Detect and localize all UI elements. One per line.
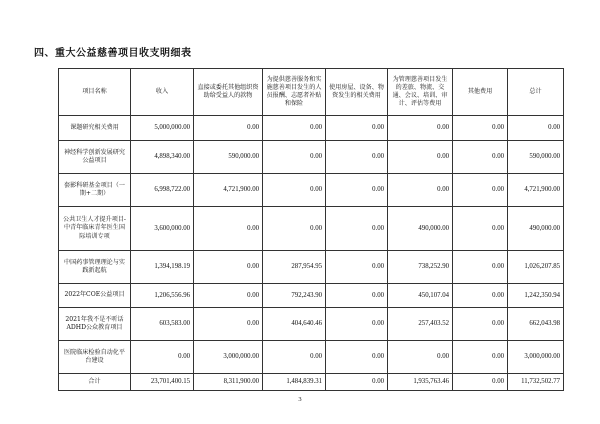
other-costs-total-cell: 0.00 [453, 374, 508, 391]
personnel-costs-cell: 0.00 [263, 174, 326, 207]
total-cell: 1,026,207.85 [508, 251, 564, 284]
direct-grants-cell: 4,721,900.00 [194, 174, 263, 207]
grand-total-cell: 11,732,502.77 [508, 374, 564, 391]
total-cell: 662,043.98 [508, 308, 564, 341]
personnel-costs-total-cell: 1,484,839.31 [263, 374, 326, 391]
project-name-cell: 2022年COE公益项目 [59, 284, 131, 308]
table-row [59, 116, 564, 141]
direct-grants-cell: 0.00 [194, 116, 263, 141]
total-cell: 4,721,900.00 [508, 174, 564, 207]
expense-detail-table [58, 68, 564, 391]
personnel-costs-cell: 792,243.90 [263, 284, 326, 308]
direct-grants-total-cell: 8,311,900.00 [194, 374, 263, 391]
other-costs-cell: 0.00 [453, 284, 508, 308]
total-cell: 1,242,350.94 [508, 284, 564, 308]
personnel-costs-cell: 404,640.46 [263, 308, 326, 341]
table-row [59, 141, 564, 174]
page-title: 四、重大公益慈善项目收支明细表 [34, 48, 192, 59]
management-costs-cell: 257,403.52 [388, 308, 453, 341]
facility-costs-cell: 0.00 [326, 116, 388, 141]
col-header-other-costs: 其他费用 [453, 69, 508, 116]
facility-costs-cell: 0.00 [326, 207, 388, 251]
total-cell: 3,000,000.00 [508, 341, 564, 374]
other-costs-cell: 0.00 [453, 308, 508, 341]
col-header-project-name: 项目名称 [59, 69, 131, 116]
income-cell: 0.00 [131, 341, 194, 374]
table-row [59, 207, 564, 251]
project-name-cell: 医院临床检验自动化平台建设 [59, 341, 131, 374]
col-header-income: 收入 [131, 69, 194, 116]
table-row [59, 341, 564, 374]
income-cell: 6,998,722.00 [131, 174, 194, 207]
total-cell: 590,000.00 [508, 141, 564, 174]
table-row [59, 308, 564, 341]
page-number: 3 [298, 396, 302, 403]
other-costs-cell: 0.00 [453, 341, 508, 374]
total-cell: 490,000.00 [508, 207, 564, 251]
income-cell: 603,583.00 [131, 308, 194, 341]
project-name-cell: 神经科学创新发展研究公益项目 [59, 141, 131, 174]
direct-grants-cell: 0.00 [194, 284, 263, 308]
management-costs-cell: 0.00 [388, 174, 453, 207]
management-costs-cell: 0.00 [388, 141, 453, 174]
col-header-management-costs: 为管理慈善项目发生的差旅、物流、交通、会议、培训、审计、评估等费用 [388, 69, 453, 116]
col-header-facility-costs: 使用房屋、设备、物资发生的相关费用 [326, 69, 388, 116]
project-name-cell: 课题研究相关费用 [59, 116, 131, 141]
direct-grants-cell: 0.00 [194, 207, 263, 251]
other-costs-cell: 0.00 [453, 207, 508, 251]
personnel-costs-cell: 0.00 [263, 141, 326, 174]
management-costs-cell: 0.00 [388, 341, 453, 374]
personnel-costs-cell: 0.00 [263, 116, 326, 141]
other-costs-cell: 0.00 [453, 251, 508, 284]
management-costs-cell: 738,252.90 [388, 251, 453, 284]
project-name-cell: 公共卫生人才提升项目-中青年临床青年医生国际培训专项 [59, 207, 131, 251]
direct-grants-cell: 0.00 [194, 308, 263, 341]
facility-costs-total-cell: 0.00 [326, 374, 388, 391]
income-cell: 1,394,198.19 [131, 251, 194, 284]
personnel-costs-cell: 0.00 [263, 207, 326, 251]
table-row [59, 174, 564, 207]
facility-costs-cell: 0.00 [326, 308, 388, 341]
direct-grants-cell: 590,000.00 [194, 141, 263, 174]
facility-costs-cell: 0.00 [326, 284, 388, 308]
project-name-cell: 中国药事管理理论与实践新起航 [59, 251, 131, 284]
table-row [59, 284, 564, 308]
personnel-costs-cell: 0.00 [263, 341, 326, 374]
other-costs-cell: 0.00 [453, 141, 508, 174]
income-cell: 4,898,340.00 [131, 141, 194, 174]
management-costs-cell: 0.00 [388, 116, 453, 141]
other-costs-cell: 0.00 [453, 116, 508, 141]
col-header-personnel-costs: 为提供慈善服务和实施慈善项目发生的人员报酬、志愿者补贴和保险 [263, 69, 326, 116]
income-total-cell: 23,701,400.15 [131, 374, 194, 391]
col-header-total: 总计 [508, 69, 564, 116]
income-cell: 1,206,556.96 [131, 284, 194, 308]
total-cell: 0.00 [508, 116, 564, 141]
facility-costs-cell: 0.00 [326, 174, 388, 207]
facility-costs-cell: 0.00 [326, 251, 388, 284]
table-total-row [59, 374, 564, 391]
facility-costs-cell: 0.00 [326, 341, 388, 374]
project-name-cell: 套影科研基金项目（一期+二期） [59, 174, 131, 207]
total-row-label: 合计 [59, 374, 131, 391]
direct-grants-cell: 3,000,000.00 [194, 341, 263, 374]
management-costs-total-cell: 1,935,763.46 [388, 374, 453, 391]
income-cell: 5,000,000.00 [131, 116, 194, 141]
personnel-costs-cell: 287,954.95 [263, 251, 326, 284]
col-header-direct-grants: 直接或委托其他组织资助给受益人的款物 [194, 69, 263, 116]
management-costs-cell: 490,000.00 [388, 207, 453, 251]
table-header-row [59, 69, 564, 116]
other-costs-cell: 0.00 [453, 174, 508, 207]
direct-grants-cell: 0.00 [194, 251, 263, 284]
income-cell: 3,600,000.00 [131, 207, 194, 251]
project-name-cell: 2021年我不是不听话ADHD公众教育项目 [59, 308, 131, 341]
table-row [59, 251, 564, 284]
facility-costs-cell: 0.00 [326, 141, 388, 174]
management-costs-cell: 450,107.04 [388, 284, 453, 308]
